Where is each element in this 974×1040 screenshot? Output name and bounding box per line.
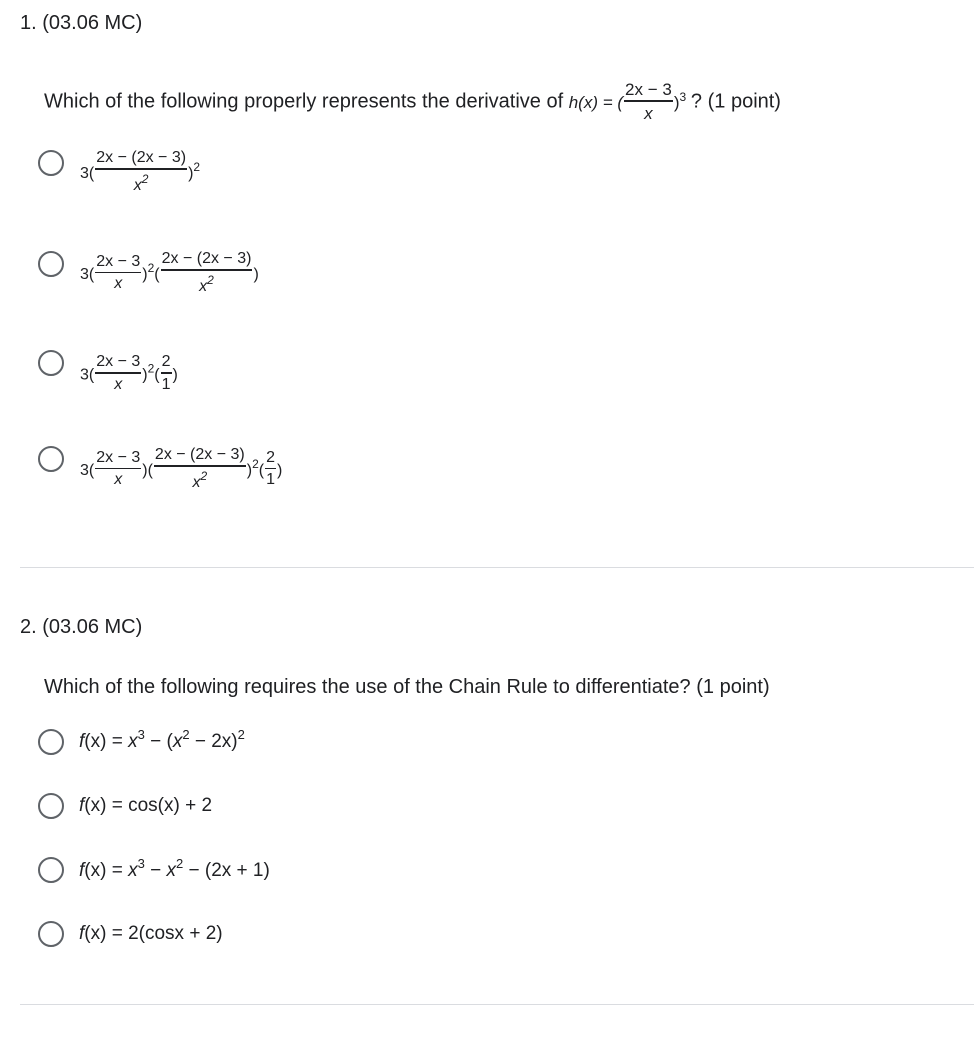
text-part: − <box>144 860 167 881</box>
q1-option-d-radio[interactable] <box>38 446 64 472</box>
q1-option-c-expression <box>80 353 178 395</box>
q2-option-b-text <box>79 795 212 817</box>
close-paren-b: ) <box>246 461 253 479</box>
q1-option-b-radio[interactable] <box>38 251 64 277</box>
close-paren: ) <box>188 164 194 182</box>
exponent: 3 <box>137 727 145 742</box>
exponent-a: 2 <box>147 361 155 376</box>
question-1-number: 1. (03.06 MC) <box>20 12 143 34</box>
denominator-b: x <box>199 277 208 295</box>
fraction <box>95 150 187 194</box>
function-lhs: h(x) = ( <box>568 92 624 112</box>
denominator-a: x <box>114 471 123 488</box>
fraction-a <box>95 450 141 489</box>
denominator-b: 1 <box>161 375 171 393</box>
function-exponent: 3 <box>679 89 687 104</box>
q2-option-b-radio[interactable] <box>38 793 64 819</box>
fraction-c <box>265 450 276 489</box>
exponent: 2 <box>182 727 190 742</box>
denominator-b-exponent: 2 <box>200 468 208 483</box>
func-name: f <box>79 860 85 881</box>
text-part: − (2x + 1) <box>183 860 270 881</box>
question-divider-bottom <box>20 1004 974 1005</box>
close-paren-a: ) <box>142 366 148 384</box>
question-2-number: 2. (03.06 MC) <box>20 616 143 638</box>
fraction-b <box>161 354 172 393</box>
fraction-b <box>161 251 253 295</box>
q1-option-d-expression <box>80 446 283 493</box>
variable: x <box>128 731 138 752</box>
text-part: − ( <box>144 731 173 752</box>
func-name: f <box>79 923 85 944</box>
exponent: 3 <box>137 856 145 871</box>
text-part: (x) = 2(cosx + 2) <box>84 923 223 944</box>
open-paren-b: ( <box>154 366 160 384</box>
question-1-prompt-text: Which of the following properly represents the derivative of <box>44 90 564 113</box>
close-paren-c: ) <box>277 461 283 479</box>
numerator: 2x − (2x − 3) <box>96 149 187 166</box>
q2-option-a-text <box>79 727 245 753</box>
variable: x <box>172 731 183 752</box>
question-1-prompt-suffix: ? (1 point) <box>690 90 781 113</box>
numerator-b: 2x − (2x − 3) <box>154 446 245 463</box>
question-divider <box>20 567 974 568</box>
q2-option-d-radio[interactable] <box>38 921 64 947</box>
denominator-b: x <box>192 473 201 491</box>
function-numerator: 2x − 3 <box>625 80 672 99</box>
q2-option-c-text <box>79 856 270 882</box>
numerator-c: 2 <box>266 448 275 466</box>
text-part: − 2x) <box>189 731 238 752</box>
func-name: f <box>79 731 85 752</box>
text-part: (x) = <box>84 860 129 881</box>
coefficient: 3( <box>80 366 95 384</box>
variable: x <box>166 860 176 881</box>
text-part: (x) = cos(x) + 2 <box>84 795 213 816</box>
exponent: 2 <box>175 856 184 871</box>
close-paren-b: ) <box>253 265 259 283</box>
coefficient: 3( <box>80 461 95 479</box>
q2-option-a-radio[interactable] <box>38 729 64 755</box>
denominator-c: 1 <box>266 471 275 488</box>
q1-option-a-expression <box>80 149 201 196</box>
close-paren-a: )( <box>142 461 153 479</box>
exponent: 2 <box>193 159 201 174</box>
denominator-a: x <box>114 275 123 292</box>
exponent-b: 2 <box>252 456 259 471</box>
numerator-a: 2x − 3 <box>96 448 141 466</box>
open-paren-b: ( <box>154 265 160 283</box>
numerator-b: 2x − (2x − 3) <box>161 250 252 267</box>
denominator-b-exponent: 2 <box>207 272 214 287</box>
q2-option-c-radio[interactable] <box>38 857 64 883</box>
exponent: 2 <box>237 727 245 742</box>
variable: x <box>128 860 138 881</box>
exponent-a: 2 <box>147 260 155 275</box>
question-1-function: h(x) = ( $\frac{2x - 3}{x}$ )$^3$ <box>568 80 687 123</box>
function-denominator: x <box>644 103 653 123</box>
numerator-b: 2 <box>161 353 171 370</box>
fraction-a <box>95 254 141 293</box>
numerator-a: 2x − 3 <box>96 252 141 270</box>
q1-option-b-expression <box>80 250 259 297</box>
text-part: (x) = <box>84 731 129 752</box>
function-fraction <box>624 81 673 122</box>
denominator-exponent: 2 <box>141 171 149 186</box>
fraction-a <box>95 354 141 393</box>
func-name: f <box>79 795 85 816</box>
q2-option-d-text <box>79 923 223 945</box>
numerator-a: 2x − 3 <box>96 353 141 370</box>
question-1-prompt <box>44 80 781 124</box>
coefficient: 3( <box>80 164 95 182</box>
q1-option-c-radio[interactable] <box>38 350 64 376</box>
denominator: x <box>133 176 142 194</box>
coefficient: 3( <box>80 265 95 283</box>
fraction-b <box>154 447 246 491</box>
q1-option-a-radio[interactable] <box>38 150 64 176</box>
open-paren-c: ( <box>258 461 265 479</box>
close-paren-b: ) <box>172 366 178 384</box>
close-paren-a: ) <box>142 265 148 283</box>
denominator-a: x <box>114 375 123 393</box>
question-2-prompt: Which of the following requires the use of the Chain Rule to differentiate? (1 point) <box>44 676 770 698</box>
